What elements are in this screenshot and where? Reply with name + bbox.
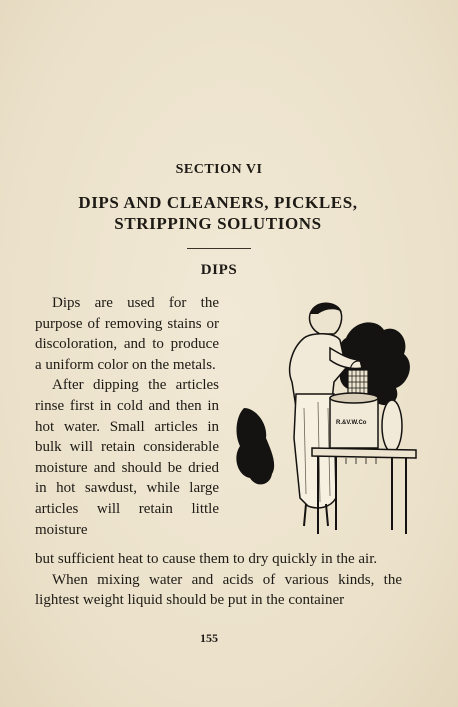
chapter-title-line-1: DIPS AND CLEANERS, PICKLES,: [78, 193, 358, 212]
paragraph-1: Dips are used for the purpose of removing stains or discoloration, and to produce a uniform color on the metals.: [35, 295, 219, 373]
chapter-title-line-2: STRIPPING SOLUTIONS: [114, 214, 322, 233]
title-divider: [187, 248, 251, 249]
section-label: SECTION VI: [175, 162, 263, 177]
sub-heading: DIPS: [200, 262, 238, 278]
paragraph-2-start: After dipping the articles rinse first in cold and then in hot water. Small articles in bulk will retain considerable moisture and should be dried in hot sawdust, while large articles will retain little moisture: [35, 377, 219, 538]
chapter-title: [30, 192, 406, 234]
page-number: 155: [200, 631, 218, 645]
body-text-wide: [35, 549, 402, 611]
paragraph-3: When mixing water and acids of various kinds, the lightest weight liquid should be put in the container: [35, 571, 402, 609]
paragraph-2-end: but sufficient heat to cause them to dry quickly in the air.: [35, 551, 378, 567]
body-text-narrow: [35, 293, 219, 540]
vat-label: R.&V.W.Co: [336, 420, 367, 426]
worker-dipping-illustration: [226, 298, 418, 536]
